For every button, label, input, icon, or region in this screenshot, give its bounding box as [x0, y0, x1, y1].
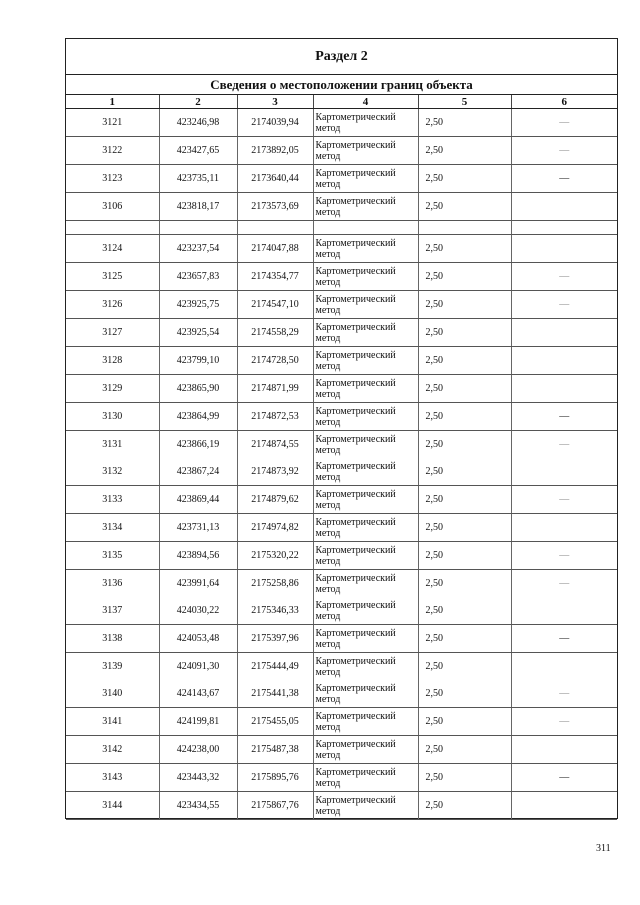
coordinate-x: 423925,75	[159, 291, 237, 319]
point-number: 3140	[66, 680, 159, 708]
coordinate-y: 2175441,38	[237, 680, 313, 708]
table-row	[66, 542, 617, 570]
note-value: —	[559, 145, 570, 156]
coordinate-x: 424143,67	[159, 680, 237, 708]
note-value: —	[559, 578, 570, 589]
page-number: 311	[596, 843, 611, 854]
table-row	[66, 625, 617, 653]
table-title: Сведения о местоположении границ объекта	[66, 75, 617, 95]
spacer-row	[66, 221, 617, 235]
note-value: —	[559, 550, 570, 561]
column-header: 5	[418, 95, 511, 109]
accuracy-cell: 2,50	[418, 708, 511, 736]
coordinate-y: 2175346,33	[237, 597, 313, 625]
point-number: 3132	[66, 458, 159, 486]
coordinate-x: 423865,90	[159, 375, 237, 403]
coordinate-x: 423427,65	[159, 137, 237, 165]
note-cell	[511, 165, 617, 193]
accuracy-cell: 2,50	[418, 347, 511, 375]
method-cell: Картометрический метод	[313, 137, 418, 165]
note-cell	[511, 458, 617, 486]
coordinate-x: 423894,56	[159, 542, 237, 570]
accuracy-cell: 2,50	[418, 792, 511, 820]
coordinate-x: 423869,44	[159, 486, 237, 514]
column-header: 3	[237, 95, 313, 109]
coordinate-x: 423866,19	[159, 431, 237, 459]
coordinate-x: 423991,64	[159, 570, 237, 598]
point-number: 3134	[66, 514, 159, 542]
table-row	[66, 792, 617, 820]
accuracy-cell: 2,50	[418, 263, 511, 291]
method-cell: Картометрический метод	[313, 542, 418, 570]
method-cell: Картометрический метод	[313, 708, 418, 736]
coordinate-x: 423799,10	[159, 347, 237, 375]
accuracy-cell: 2,50	[418, 109, 511, 137]
note-value: —	[559, 716, 570, 727]
accuracy-cell: 2,50	[418, 764, 511, 792]
point-number: 3127	[66, 319, 159, 347]
note-cell	[511, 403, 617, 431]
note-value: —	[559, 688, 570, 699]
method-cell: Картометрический метод	[313, 625, 418, 653]
note-cell	[511, 653, 617, 681]
point-number: 3135	[66, 542, 159, 570]
coordinate-y: 2175895,76	[237, 764, 313, 792]
note-cell	[511, 109, 617, 137]
point-number: 3106	[66, 193, 159, 221]
coordinate-y: 2174974,82	[237, 514, 313, 542]
table-row	[66, 514, 617, 542]
accuracy-cell: 2,50	[418, 736, 511, 764]
method-cell: Картометрический метод	[313, 109, 418, 137]
coordinate-x: 423735,11	[159, 165, 237, 193]
coordinate-y: 2174874,55	[237, 431, 313, 459]
coordinate-y: 2174547,10	[237, 291, 313, 319]
accuracy-cell: 2,50	[418, 486, 511, 514]
point-number: 3131	[66, 431, 159, 459]
coordinate-y: 2175487,38	[237, 736, 313, 764]
accuracy-cell: 2,50	[418, 514, 511, 542]
column-header: 1	[66, 95, 159, 109]
method-cell: Картометрический метод	[313, 680, 418, 708]
empty-cell	[237, 221, 313, 235]
method-cell: Картометрический метод	[313, 375, 418, 403]
table-row	[66, 736, 617, 764]
accuracy-cell: 2,50	[418, 137, 511, 165]
table-row	[66, 109, 617, 137]
note-cell	[511, 347, 617, 375]
note-cell	[511, 736, 617, 764]
point-number: 3136	[66, 570, 159, 598]
table-row	[66, 486, 617, 514]
point-number: 3130	[66, 403, 159, 431]
method-cell: Картометрический метод	[313, 486, 418, 514]
method-cell: Картометрический метод	[313, 653, 418, 681]
point-number: 3122	[66, 137, 159, 165]
note-cell	[511, 514, 617, 542]
note-cell	[511, 680, 617, 708]
accuracy-cell: 2,50	[418, 597, 511, 625]
coordinate-y: 2174872,53	[237, 403, 313, 431]
accuracy-cell: 2,50	[418, 193, 511, 221]
column-header: 4	[313, 95, 418, 109]
coordinate-y: 2173892,05	[237, 137, 313, 165]
coordinate-x: 423864,99	[159, 403, 237, 431]
note-cell	[511, 792, 617, 820]
accuracy-cell: 2,50	[418, 235, 511, 263]
method-cell: Картометрический метод	[313, 431, 418, 459]
coordinate-x: 424091,30	[159, 653, 237, 681]
point-number: 3133	[66, 486, 159, 514]
coordinate-y: 2175444,49	[237, 653, 313, 681]
coordinate-y: 2174558,29	[237, 319, 313, 347]
coordinate-y: 2175455,05	[237, 708, 313, 736]
coordinate-y: 2175867,76	[237, 792, 313, 820]
method-cell: Картометрический метод	[313, 403, 418, 431]
coordinate-x: 424199,81	[159, 708, 237, 736]
table-row	[66, 235, 617, 263]
table-row	[66, 193, 617, 221]
note-cell	[511, 486, 617, 514]
note-cell	[511, 375, 617, 403]
coordinate-x: 423237,54	[159, 235, 237, 263]
table-row	[66, 375, 617, 403]
accuracy-cell: 2,50	[418, 291, 511, 319]
point-number: 3128	[66, 347, 159, 375]
coordinate-y: 2173573,69	[237, 193, 313, 221]
point-number: 3137	[66, 597, 159, 625]
coordinate-x: 423443,32	[159, 764, 237, 792]
table-row	[66, 570, 617, 598]
table-row	[66, 165, 617, 193]
table-row	[66, 291, 617, 319]
point-number: 3121	[66, 109, 159, 137]
note-cell	[511, 708, 617, 736]
note-cell	[511, 625, 617, 653]
table-row	[66, 764, 617, 792]
column-header: 6	[511, 95, 617, 109]
accuracy-cell: 2,50	[418, 680, 511, 708]
accuracy-cell: 2,50	[418, 431, 511, 459]
method-cell: Картометрический метод	[313, 347, 418, 375]
point-number: 3125	[66, 263, 159, 291]
note-value: —	[559, 299, 570, 310]
accuracy-cell: 2,50	[418, 570, 511, 598]
column-header: 2	[159, 95, 237, 109]
table-row	[66, 347, 617, 375]
point-number: 3126	[66, 291, 159, 319]
accuracy-cell: 2,50	[418, 625, 511, 653]
note-cell	[511, 137, 617, 165]
method-cell: Картометрический метод	[313, 764, 418, 792]
method-cell: Картометрический метод	[313, 291, 418, 319]
accuracy-cell: 2,50	[418, 319, 511, 347]
coordinate-y: 2174354,77	[237, 263, 313, 291]
note-value: —	[559, 633, 570, 644]
coordinate-y: 2174039,94	[237, 109, 313, 137]
coordinate-x: 423867,24	[159, 458, 237, 486]
method-cell: Картометрический метод	[313, 570, 418, 598]
table-row	[66, 653, 617, 681]
boundary-table	[66, 95, 617, 820]
note-cell	[511, 597, 617, 625]
coordinate-x: 424053,48	[159, 625, 237, 653]
point-number: 3124	[66, 235, 159, 263]
table-row	[66, 403, 617, 431]
method-cell: Картометрический метод	[313, 458, 418, 486]
method-cell: Картометрический метод	[313, 235, 418, 263]
table-row	[66, 263, 617, 291]
coordinate-y: 2174873,92	[237, 458, 313, 486]
method-cell: Картометрический метод	[313, 165, 418, 193]
empty-cell	[159, 221, 237, 235]
coordinate-x: 423818,17	[159, 193, 237, 221]
note-cell	[511, 291, 617, 319]
coordinate-x: 423657,83	[159, 263, 237, 291]
point-number: 3139	[66, 653, 159, 681]
method-cell: Картометрический метод	[313, 514, 418, 542]
accuracy-cell: 2,50	[418, 542, 511, 570]
accuracy-cell: 2,50	[418, 458, 511, 486]
empty-cell	[313, 221, 418, 235]
method-cell: Картометрический метод	[313, 736, 418, 764]
accuracy-cell: 2,50	[418, 165, 511, 193]
note-value: —	[559, 439, 570, 450]
coordinate-y: 2174047,88	[237, 235, 313, 263]
method-cell: Картометрический метод	[313, 597, 418, 625]
point-number: 3129	[66, 375, 159, 403]
point-number: 3141	[66, 708, 159, 736]
table-row	[66, 708, 617, 736]
coordinate-y: 2174871,99	[237, 375, 313, 403]
empty-cell	[418, 221, 511, 235]
table-row	[66, 137, 617, 165]
note-cell	[511, 263, 617, 291]
note-value: —	[559, 494, 570, 505]
section-title: Раздел 2	[66, 39, 617, 75]
note-cell	[511, 570, 617, 598]
coordinate-y: 2174879,62	[237, 486, 313, 514]
coordinate-y: 2175320,22	[237, 542, 313, 570]
table-row	[66, 680, 617, 708]
note-cell	[511, 542, 617, 570]
coordinate-x: 423246,98	[159, 109, 237, 137]
method-cell: Картометрический метод	[313, 792, 418, 820]
table-row	[66, 431, 617, 459]
accuracy-cell: 2,50	[418, 653, 511, 681]
empty-cell	[511, 221, 617, 235]
note-cell	[511, 319, 617, 347]
note-cell	[511, 764, 617, 792]
table-row	[66, 319, 617, 347]
note-cell	[511, 193, 617, 221]
point-number: 3138	[66, 625, 159, 653]
document-frame	[65, 38, 618, 819]
empty-cell	[66, 221, 159, 235]
point-number: 3144	[66, 792, 159, 820]
coordinate-x: 423731,13	[159, 514, 237, 542]
column-header-row	[66, 95, 617, 109]
point-number: 3142	[66, 736, 159, 764]
note-value: —	[559, 271, 570, 282]
coordinate-y: 2175397,96	[237, 625, 313, 653]
accuracy-cell: 2,50	[418, 403, 511, 431]
coordinate-x: 423434,55	[159, 792, 237, 820]
note-value: —	[559, 117, 570, 128]
table-row	[66, 597, 617, 625]
table-row	[66, 458, 617, 486]
note-value: —	[559, 411, 570, 422]
coordinate-x: 424030,22	[159, 597, 237, 625]
coordinate-y: 2173640,44	[237, 165, 313, 193]
coordinate-x: 424238,00	[159, 736, 237, 764]
point-number: 3123	[66, 165, 159, 193]
coordinate-y: 2175258,86	[237, 570, 313, 598]
accuracy-cell: 2,50	[418, 375, 511, 403]
note-value: —	[559, 173, 570, 184]
method-cell: Картометрический метод	[313, 193, 418, 221]
note-value: —	[559, 772, 570, 783]
coordinate-y: 2174728,50	[237, 347, 313, 375]
coordinate-x: 423925,54	[159, 319, 237, 347]
note-cell	[511, 235, 617, 263]
method-cell: Картометрический метод	[313, 263, 418, 291]
note-cell	[511, 431, 617, 459]
method-cell: Картометрический метод	[313, 319, 418, 347]
point-number: 3143	[66, 764, 159, 792]
